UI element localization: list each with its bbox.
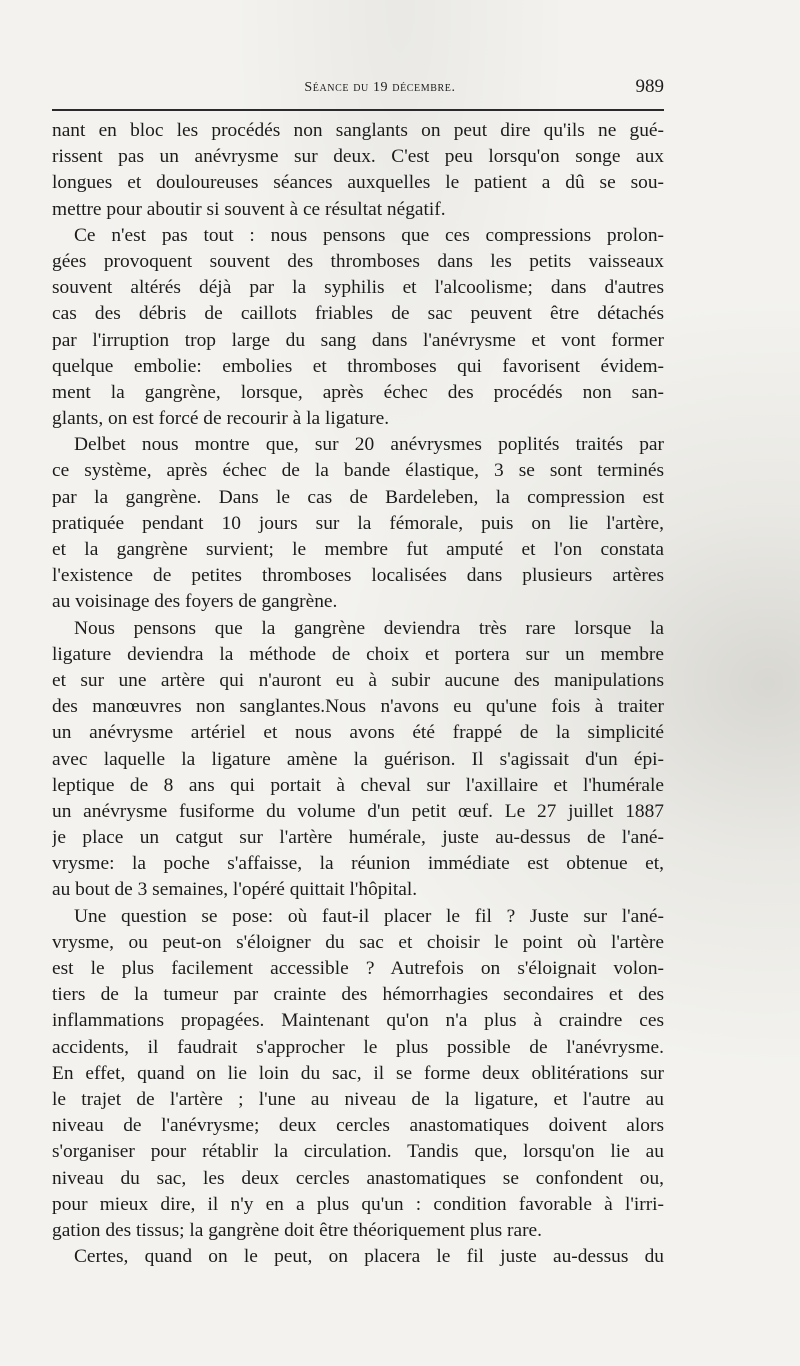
text-line: Nous pensons que la gangrène deviendra très rare lorsque la	[74, 617, 664, 639]
text-line: pratiquée pendant 10 jours sur la fémorale, puis on lie l'artère,	[52, 512, 664, 534]
text-line: souvent altérés déjà par la syphilis et l'alcoolisme; dans d'autres	[52, 277, 664, 299]
text-line: nant en bloc les procédés non sanglants on peut dire qu'ils ne gué-	[52, 120, 664, 141]
text-line: gation des tissus; la gangrène doit être théoriquement plus rare.	[52, 1219, 543, 1241]
text-line: tiers de la tumeur par crainte des hémorrhagies secondaires et des	[52, 984, 664, 1006]
text-line: niveau du sac, les deux cercles anastomatiques se confondent ou,	[52, 1167, 664, 1189]
text-line: ce système, après échec de la bande élastique, 3 se sont terminés	[52, 460, 664, 482]
text-line: mettre pour aboutir si souvent à ce résultat négatif.	[52, 198, 446, 220]
text-line: le trajet de l'artère ; l'une au niveau de la ligature, et l'autre au	[52, 1088, 664, 1110]
text-line: avec laquelle la ligature amène la guérison. Il s'agissait d'un épi-	[52, 748, 664, 770]
text-line: des manœuvres non sanglantes.Nous n'avons eu qu'une fois à traiter	[52, 696, 664, 718]
text-line: vrysme: la poche s'affaisse, la réunion immédiate est obtenue et,	[52, 853, 664, 875]
text-line: et la gangrène survient; le membre fut amputé et l'on constata	[52, 539, 664, 560]
text-line: glants, on est forcé de recourir à la ligature.	[52, 408, 390, 430]
text-line: ment la gangrène, lorsque, après échec des procédés non san-	[52, 381, 664, 403]
text-line: est le plus facilement accessible ? Autrefois on s'éloignait volon-	[52, 958, 664, 979]
text-line: Delbet nous montre que, sur 20 anévrysmes poplités traités par	[74, 434, 664, 456]
text-line: je place un catgut sur l'artère humérale, juste au-dessus de l'ané-	[52, 827, 664, 849]
text-line: En effet, quand on lie loin du sac, il se forme deux oblitérations sur	[52, 1062, 664, 1084]
page-number: 989	[635, 76, 664, 97]
text-line: leptique de 8 ans qui portait à cheval sur l'axillaire et l'humérale	[52, 774, 664, 796]
text-line: un anévrysme fusiforme du volume d'un petit œuf. Le 27 juillet 1887	[52, 800, 664, 822]
text-line: pour mieux dire, il n'y en a plus qu'un : condition favorable à l'irri-	[52, 1193, 664, 1215]
text-line: l'existence de petites thromboses localisées dans plusieurs artères	[52, 565, 664, 587]
text-line: ligature deviendra la méthode de choix et portera sur un membre	[52, 643, 664, 665]
text-line: longues et douloureuses séances auxquelles le patient a dû se sou-	[52, 172, 664, 194]
text-line: Certes, quand on le peut, on placera le fil juste au-dessus du	[74, 1246, 664, 1268]
text-line: inflammations propagées. Maintenant qu'on n'a plus à craindre ces	[52, 1010, 664, 1032]
text-line: un anévrysme artériel et nous avons été frappé de la simplicité	[52, 722, 664, 744]
text-line: par l'irruption trop large du sang dans l'anévrysme et vont former	[52, 329, 664, 351]
text-line: et sur une artère qui n'auront eu à subir aucune des manipulations	[52, 669, 664, 691]
text-line: au bout de 3 semaines, l'opéré quittait l'hôpital.	[52, 879, 418, 901]
text-line: vrysme, ou peut-on s'éloigner du sac et choisir le point où l'artère	[52, 931, 664, 953]
text-line: au voisinage des foyers de gangrène.	[52, 591, 338, 613]
text-line: rissent pas un anévrysme sur deux. C'est peu lorsqu'on songe aux	[52, 146, 664, 168]
text-line: s'organiser pour rétablir la circulation. Tandis que, lorsqu'on lie au	[52, 1141, 664, 1163]
body-text	[52, 118, 664, 1270]
text-line: Une question se pose: où faut-il placer le fil ? Juste sur l'ané-	[74, 905, 664, 927]
text-line: Ce n'est pas tout : nous pensons que ces compressions prolon-	[74, 224, 664, 246]
text-line: accidents, il faudrait s'approcher le plus possible de l'anévrysme.	[52, 1036, 664, 1058]
text-line: gées provoquent souvent des thromboses dans les petits vaisseaux	[52, 250, 664, 272]
page-header	[52, 76, 664, 102]
text-line: quelque embolie: embolies et thromboses qui favorisent évidem-	[52, 355, 664, 377]
running-title: Séance du 19 décembre.	[304, 80, 456, 95]
text-line: par la gangrène. Dans le cas de Bardeleben, la compression est	[52, 486, 664, 508]
header-rule	[52, 109, 664, 111]
text-line: niveau de l'anévrysme; deux cercles anastomatiques doivent alors	[52, 1115, 664, 1137]
text-line: cas des débris de caillots friables de sac peuvent être détachés	[52, 303, 664, 325]
